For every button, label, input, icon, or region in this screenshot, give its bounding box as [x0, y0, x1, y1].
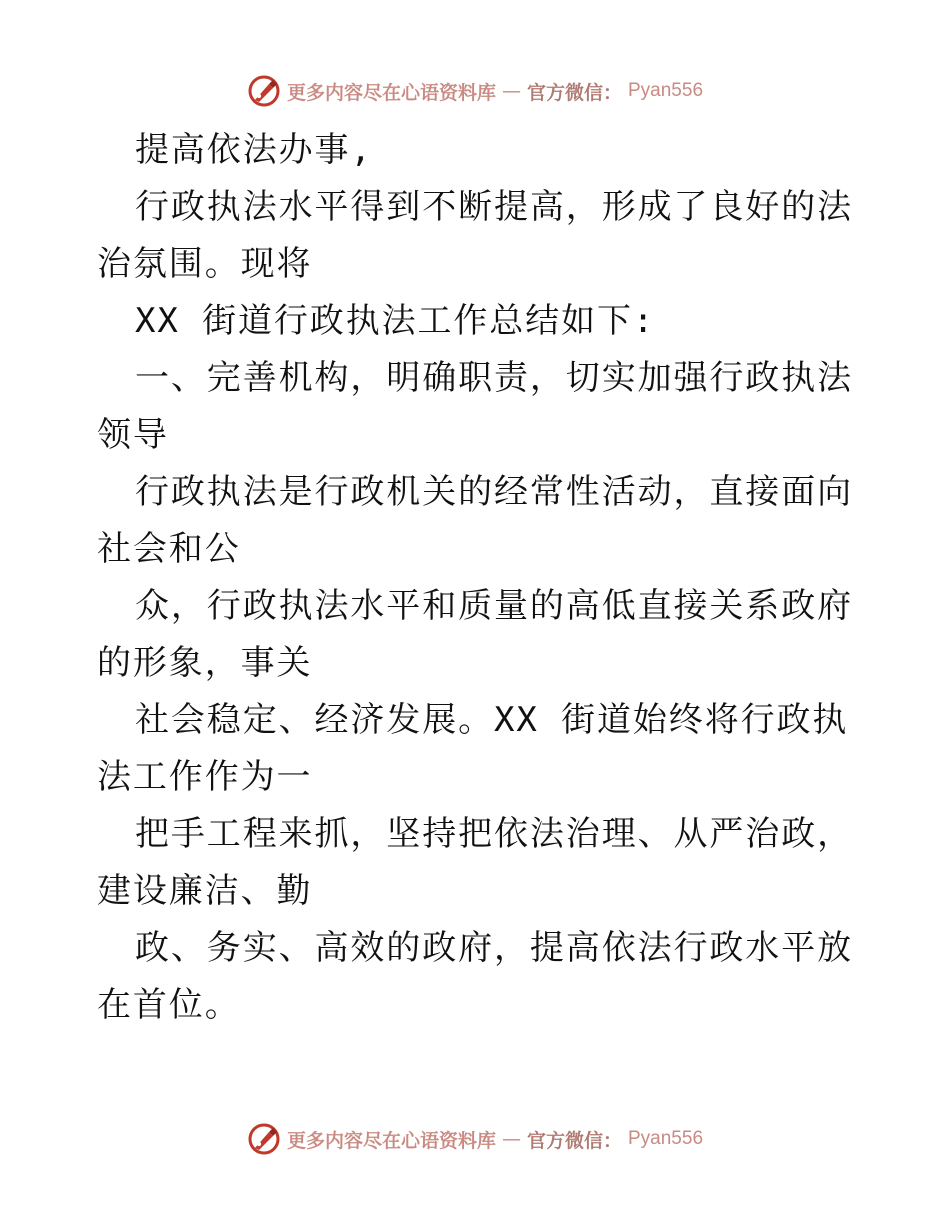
banner-site-text: 更多内容尽在心语资料库 [286, 81, 496, 104]
paragraph: 政、务实、高效的政府，提高依法行政水平放在首位。 [97, 928, 853, 1025]
banner-wechat-label: 官方微信： [526, 1129, 622, 1152]
pen-logo-icon [247, 1122, 281, 1156]
pen-logo-icon [247, 74, 281, 108]
paragraph: 众，行政执法水平和质量的高低直接关系政府的形象，事关 [97, 586, 853, 683]
banner-wechat-label: 官方微信： [526, 81, 622, 104]
banner-dash: — [501, 1128, 521, 1150]
banner-dash: — [501, 80, 521, 102]
paragraph: 提高依法办事, [135, 130, 373, 170]
banner-wechat-id: Pyan556 [628, 1128, 704, 1149]
banner-wechat-id: Pyan556 [628, 80, 704, 101]
paragraph: XX 街道行政执法工作总结如下: [135, 301, 656, 341]
paragraph: 一、完善机构，明确职责，切实加强行政执法领导 [97, 358, 853, 455]
paragraph: 行政执法水平得到不断提高，形成了良好的法治氛围。现将 [97, 187, 853, 284]
header-banner [0, 71, 950, 111]
paragraph: 行政执法是行政机关的经常性活动，直接面向社会和公 [97, 472, 853, 569]
footer-banner [0, 1119, 950, 1159]
document-body [97, 122, 857, 1034]
paragraph: 社会稳定、经济发展。XX 街道始终将行政执法工作作为一 [97, 700, 849, 797]
paragraph: 把手工程来抓，坚持把依法治理、从严治政，建设廉洁、勤 [97, 814, 853, 911]
banner-site-text: 更多内容尽在心语资料库 [286, 1129, 496, 1152]
